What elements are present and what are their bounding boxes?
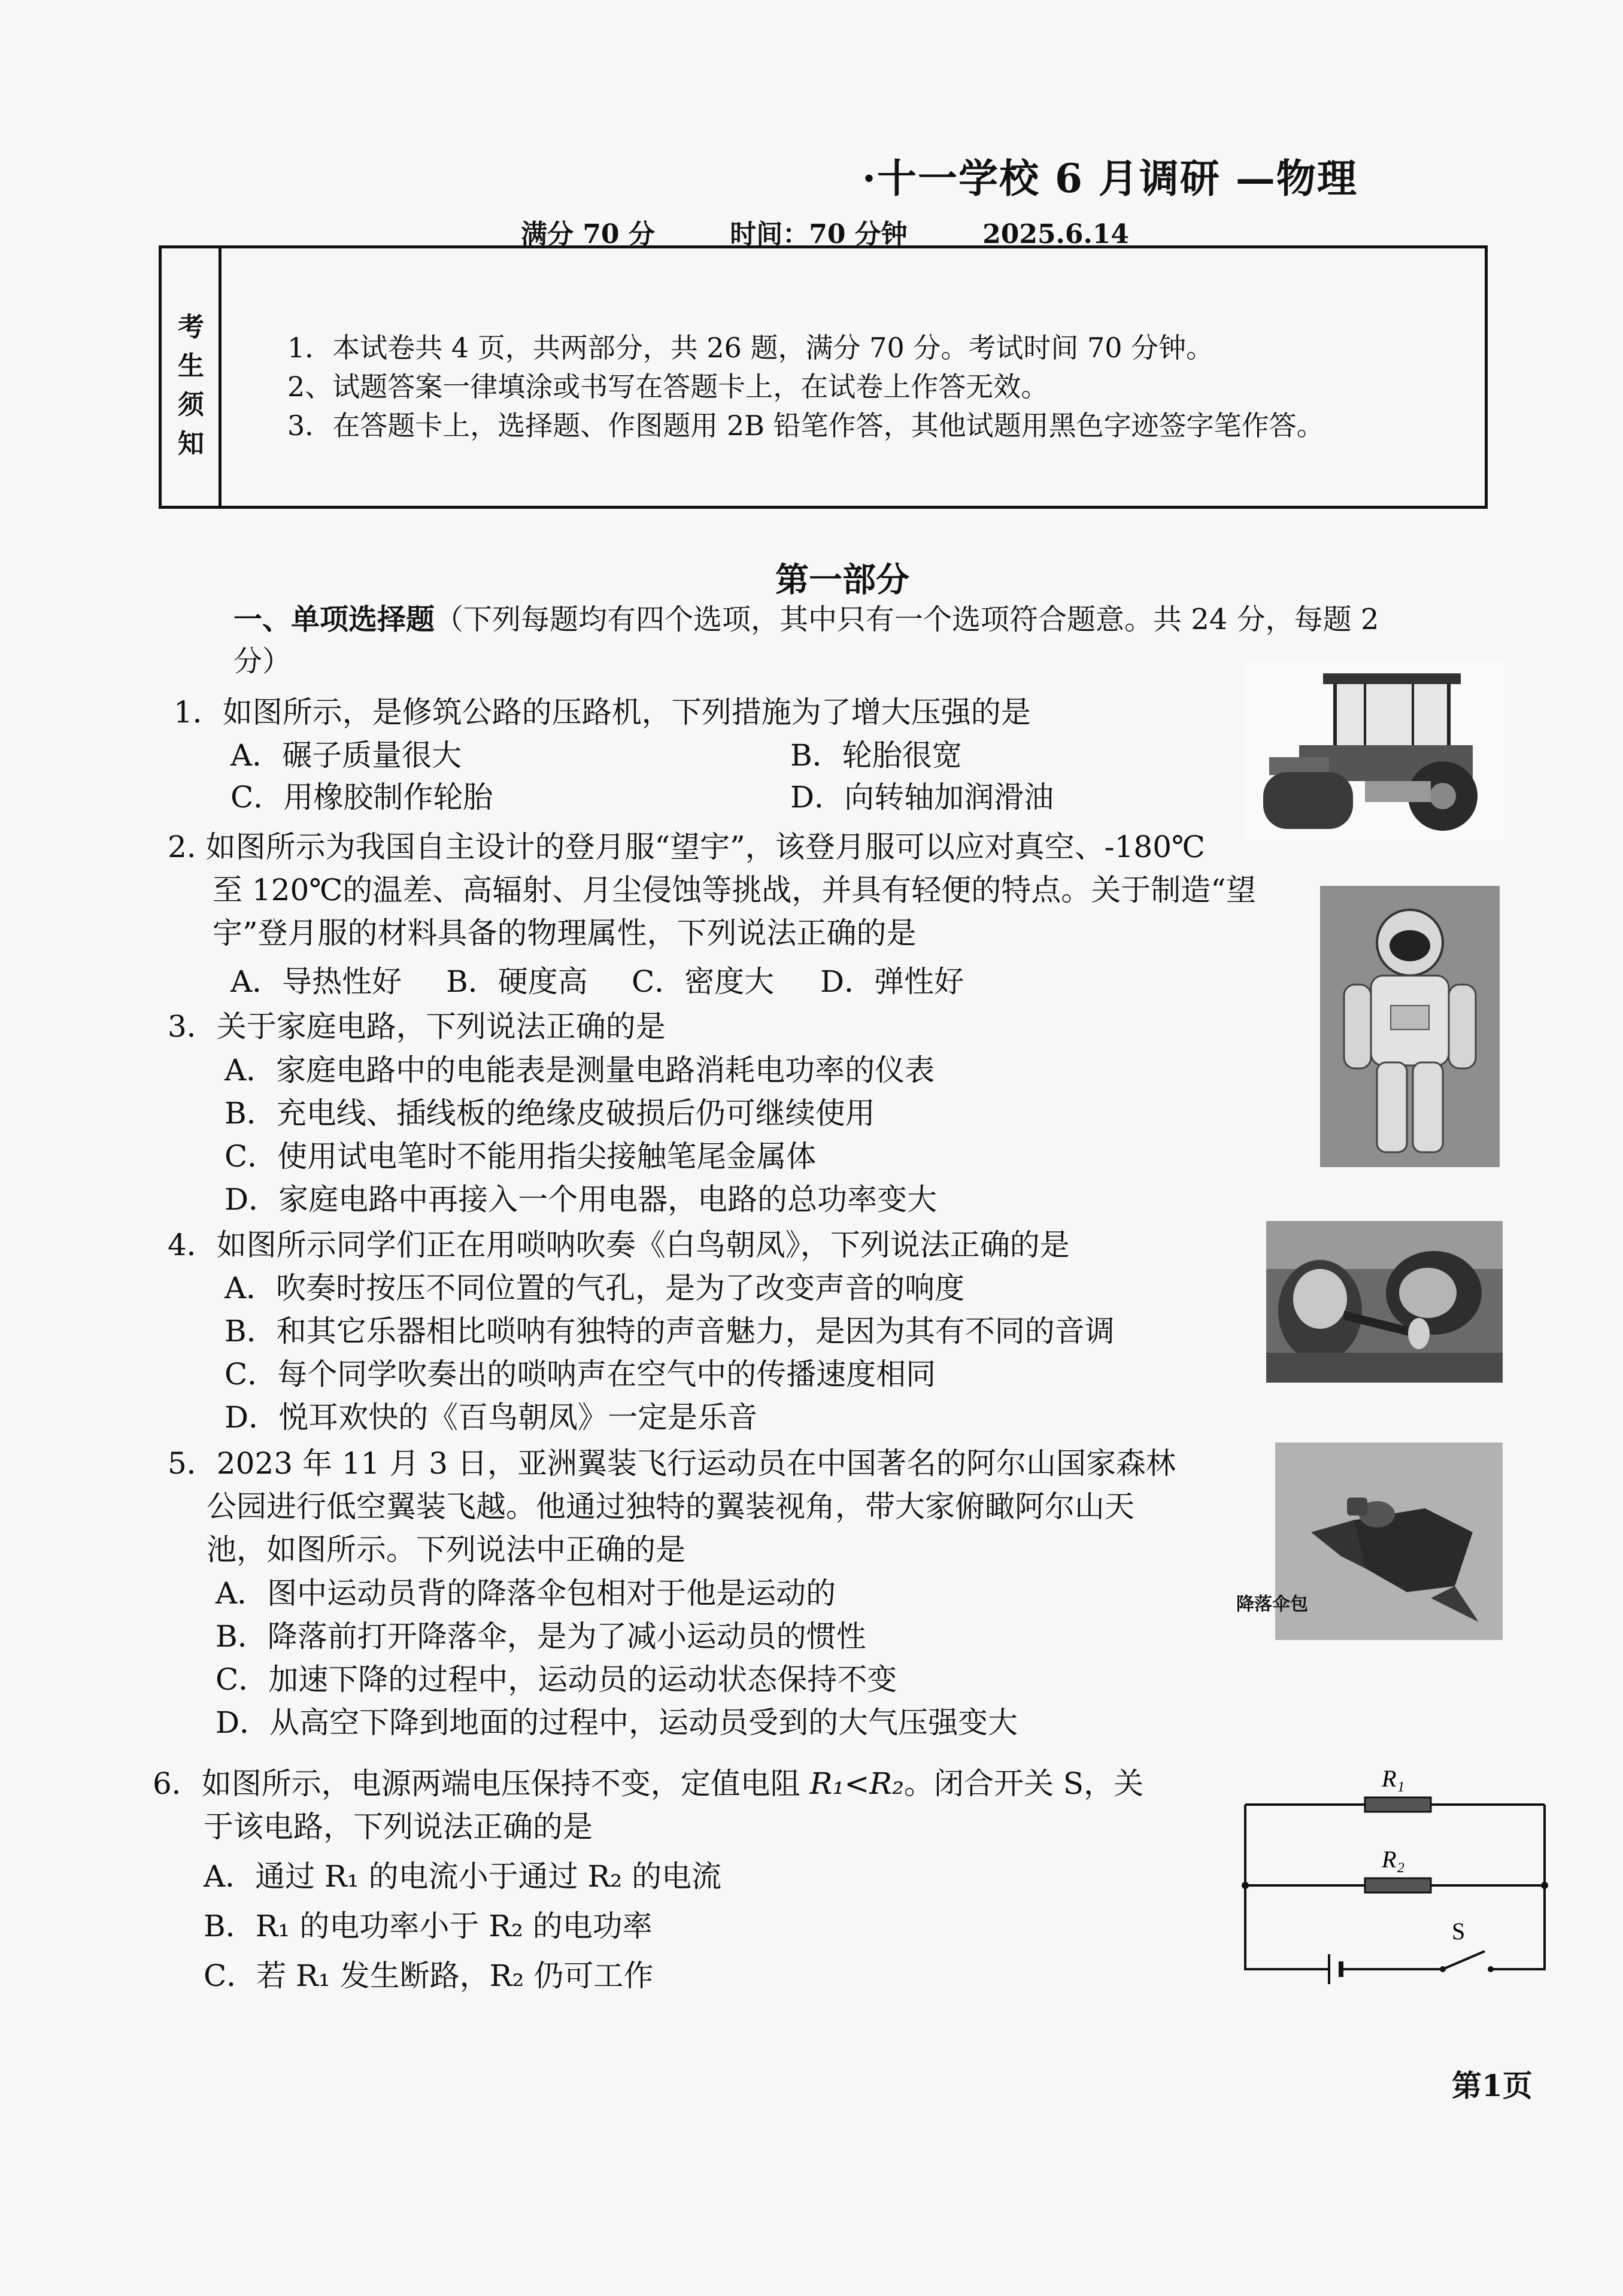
resistor-r2	[1365, 1878, 1431, 1893]
q1-stem: 1．如图所示，是修筑公路的压路机，下列措施为了增大压强的是	[174, 695, 1031, 730]
q5-option-b: B．降落前打开降落伞，是为了减小运动员的惯性	[216, 1619, 866, 1654]
part-title: 第一部分	[775, 560, 909, 600]
q2-option-d: D．弹性好	[820, 964, 964, 999]
q5-option-d: D．从高空下降到地面的过程中，运动员受到的大气压强变大	[216, 1705, 1018, 1740]
q1-option-a: A．碾子质量很大	[230, 738, 462, 773]
q3-option-c: C．使用试电笔时不能用指尖接触笔尾金属体	[225, 1139, 817, 1174]
q5-stem-line3: 池，如图所示。下列说法中正确的是	[207, 1532, 685, 1567]
q6-stem-part: 6．如图所示，电源两端电压保持不变，定值电阻	[153, 1766, 810, 1801]
r2-label: R₂	[1382, 1846, 1405, 1873]
q5-stem-line2: 公园进行低空翼装飞越。他通过独特的翼装视角，带大家俯瞰阿尔山天	[207, 1489, 1134, 1524]
q6-option-c: C．若 R₁ 发生断路，R₂ 仍可工作	[204, 1958, 654, 1993]
resistor-r1	[1365, 1797, 1431, 1812]
suona-players-image	[1266, 1221, 1503, 1383]
q2-option-b: B．硬度高	[446, 964, 588, 999]
notice-side-label	[162, 248, 222, 506]
notice-item: 3．在答题卡上，选择题、作图题用 2B 铅笔作答，其他试题用黑色字迹签字笔作答。	[287, 409, 1324, 442]
notice-side-char: 考	[178, 312, 204, 342]
q2-stem-line2: 至 120℃的温差、高辐射、月尘侵蚀等挑战，并具有轻便的特点。关于制造“望	[213, 873, 1256, 907]
q6-option-b: B．R₁ 的电功率小于 R₂ 的电功率	[204, 1909, 653, 1943]
r1-label: R₁	[1382, 1765, 1405, 1792]
q4-option-a: A．吹奏时按压不同位置的气孔，是为了改变声音的响度	[225, 1271, 965, 1305]
notice-item: 2、试题答案一律填涂或书写在答题卡上，在试卷上作答无效。	[287, 370, 1049, 403]
q6-stem-part: 。闭合开关 S，关	[904, 1766, 1144, 1801]
q5-option-a: A．图中运动员背的降落伞包相对于他是运动的	[216, 1576, 836, 1611]
parachute-pack-label: 降落伞包	[1236, 1594, 1308, 1615]
section-heading: 一、单项选择题	[233, 603, 435, 636]
notice-box	[159, 245, 1488, 509]
q2-option-c: C．密度大	[632, 964, 775, 999]
q4-stem: 4．如图所示同学们正在用唢呐吹奏《白鸟朝凤》，下列说法正确的是	[168, 1228, 1070, 1262]
q2-stem-line1: 2. 如图所示为我国自主设计的登月服“望宇”，该登月服可以应对真空、-180℃	[168, 830, 1205, 864]
exam-date: 2025.6.14	[982, 219, 1130, 250]
q1-option-b: B．轮胎很宽	[790, 738, 962, 773]
wingsuit-image	[1275, 1442, 1503, 1640]
q1-option-c: C．用橡胶制作轮胎	[230, 780, 493, 815]
q5-stem-line1: 5．2023 年 11 月 3 日，亚洲翼装飞行运动员在中国著名的阿尔山国家森林	[168, 1446, 1176, 1481]
q4-option-d: D．悦耳欢快的《百鸟朝凤》一定是乐音	[225, 1400, 758, 1435]
section-desc-cont: 分）	[233, 645, 292, 678]
q3-option-b: B．充电线、插线板的绝缘皮破损后仍可继续使用	[225, 1096, 875, 1131]
notice-side-char: 知	[178, 429, 204, 459]
q3-option-d: D．家庭电路中再接入一个用电器，电路的总功率变大	[225, 1182, 938, 1217]
full-score: 满分 70 分	[521, 219, 655, 250]
q3-option-a: A．家庭电路中的电能表是测量电路消耗电功率的仪表	[225, 1053, 935, 1088]
page-number: 第1页	[1452, 2068, 1533, 2103]
q4-option-b: B．和其它乐器相比唢呐有独特的声音魅力，是因为其有不同的音调	[225, 1314, 1115, 1349]
notice-item: 1．本试卷共 4 页，共两部分，共 26 题，满分 70 分。考试时间 70 分钟。	[287, 332, 1214, 364]
road-roller-image	[1245, 661, 1503, 841]
section-heading-line	[233, 599, 1379, 640]
q6-stem-line2: 于该电路，下列说法正确的是	[204, 1809, 593, 1844]
q3-stem: 3．关于家庭电路，下列说法正确的是	[168, 1009, 666, 1044]
spacesuit-image	[1320, 886, 1500, 1167]
q6-resistor-relation: R₁<R₂	[809, 1766, 904, 1801]
q2-option-a: A．导热性好	[230, 964, 402, 999]
q5-option-c: C．加速下降的过程中，运动员的运动状态保持不变	[216, 1662, 897, 1697]
q6-option-a: A．通过 R₁ 的电流小于通过 R₂ 的电流	[204, 1859, 722, 1894]
exam-time: 时间：70 分钟	[730, 219, 908, 250]
section-desc: （下列每题均有四个选项，其中只有一个选项符合题意。共 24 分，每题 2	[435, 603, 1379, 636]
q1-option-d: D．向转轴加润滑油	[790, 780, 1054, 815]
q2-stem-line3: 宇”登月服的材料具备的物理属性，下列说法正确的是	[213, 916, 917, 950]
q4-option-c: C．每个同学吹奏出的唢呐声在空气中的传播速度相同	[225, 1357, 936, 1392]
notice-side-char: 须	[178, 390, 204, 420]
switch-label: S	[1452, 1918, 1466, 1945]
exam-title: ·十一学校 6 月调研 —物理	[862, 155, 1358, 202]
q6-stem-line1	[153, 1760, 1143, 1803]
circuit-diagram	[1221, 1739, 1569, 1990]
notice-side-char: 生	[178, 351, 204, 381]
